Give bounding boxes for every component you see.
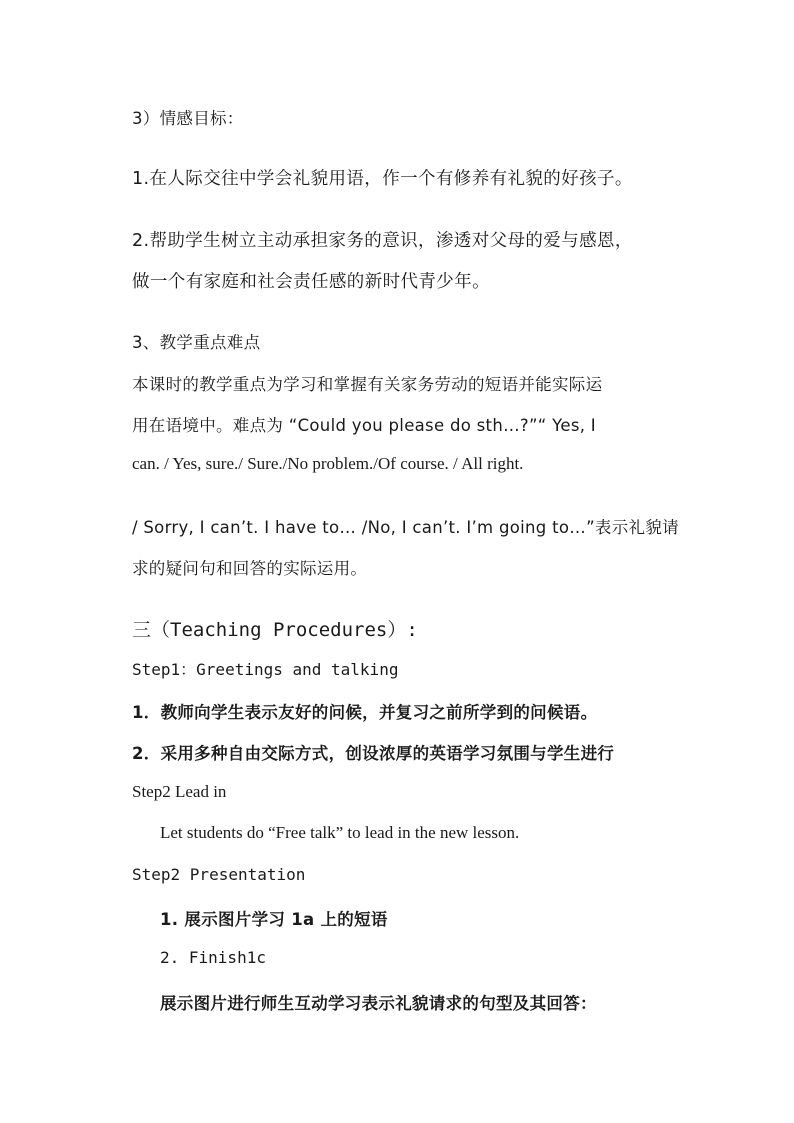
lead-in-instruction: Let students do “Free talk” to lead in the new lesson. <box>160 823 520 842</box>
step2-lead-in-heading: Step2 Lead in <box>132 782 227 801</box>
presentation-note: 展示图片进行师生互动学习表示礼貌请求的句型及其回答： <box>160 994 597 1013</box>
goal-item-1: 1.在人际交往中学会礼貌用语，作一个有修养有礼貌的好孩子。 <box>132 169 633 189</box>
step1-item-2: 2．采用多种自由交际方式，创设浓厚的英语学习氛围与学生进行 <box>132 744 615 763</box>
key-points-paragraph-line-4: / Sorry, I can’t. I have to… /No, I can’t. I’m going to…”表示礼貌请 <box>132 518 679 537</box>
step1-heading: Step1：Greetings and talking <box>132 660 399 679</box>
presentation-item-1: 1. 展示图片学习 1a 上的短语 <box>160 910 388 929</box>
heading-teaching-procedures: 三（Teaching Procedures）: <box>132 619 418 641</box>
key-points-paragraph-line-2: 用在语境中。难点为 “Could you please do sth…?”“ Yes, I <box>132 416 596 435</box>
step2-presentation-heading: Step2 Presentation <box>132 865 306 884</box>
heading-affective-goals: 3）情感目标： <box>132 109 244 128</box>
goal-item-2-continued: 做一个有家庭和社会责任感的新时代青少年。 <box>132 272 490 292</box>
step1-item-1: 1．教师向学生表示友好的问候，并复习之前所学到的问候语。 <box>132 703 598 722</box>
key-points-paragraph-line-1: 本课时的教学重点为学习和掌握有关家务劳动的短语并能实际运 <box>132 375 603 394</box>
key-points-paragraph-line-5: 求的疑问句和回答的实际运用。 <box>132 559 368 578</box>
key-points-paragraph-line-3: can. / Yes, sure./ Sure./No problem./Of course. / All right. <box>132 454 524 473</box>
presentation-item-2: 2. Finish1c <box>160 948 266 967</box>
heading-key-points: 3、教学重点难点 <box>132 333 261 352</box>
goal-item-2: 2.帮助学生树立主动承担家务的意识，渗透对父母的爱与感恩， <box>132 231 633 251</box>
